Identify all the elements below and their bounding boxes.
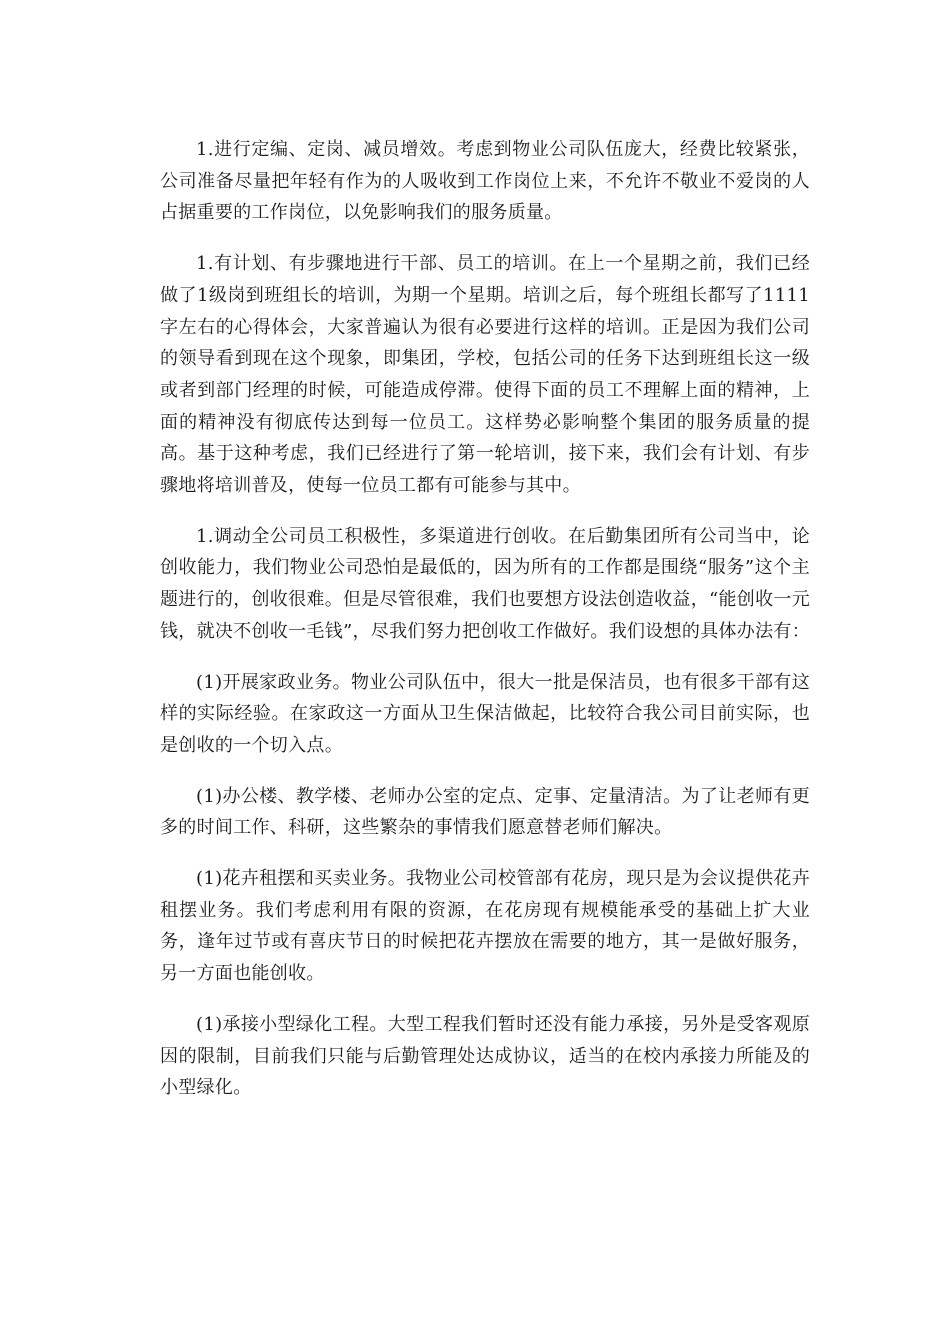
paragraph-greening-projects: (1)承接小型绿化工程。大型工程我们暂时还没有能力承接，另外是受客观原因的限制，目前我们只能与后勤管理处达成协议，适当的在校内承接力所能及的小型绿化。: [160, 1013, 810, 1099]
paragraph-office-cleaning: (1)办公楼、教学楼、老师办公室的定点、定事、定量清洁。为了让老师有更多的时间工作、科研，这些繁杂的事情我们愿意替老师们解决。: [160, 785, 810, 839]
paragraph-housekeeping: (1)开展家政业务。物业公司队伍中，很大一批是保洁员，也有很多干部有这样的实际经验。在家政这一方面从卫生保洁做起，比较符合我公司目前实际，也是创收的一个切入点。: [160, 671, 810, 756]
document-body: [160, 134, 810, 1123]
paragraph-staffing: 1.进行定编、定岗、减员增效。考虑到物业公司队伍庞大，经费比较紧张，公司准备尽量把年轻有作为的人吸收到工作岗位上来，不允许不敬业不爱岗的人占据重要的工作岗位，以免影响我们的服务质量。: [160, 139, 810, 224]
paragraph-revenue: 1.调动全公司员工积极性，多渠道进行创收。在后勤集团所有公司当中，论创收能力，我们物业公司恐怕是最低的，因为所有的工作都是围绕“服务”这个主题进行的，创收很难。但是尽管很难，我们也要想方设法创造收益，“能创收一元钱，就决不创收一毛钱”，尽我们努力把创收工作做好。我们设想的具体办法有：: [160, 525, 810, 642]
paragraph-training: 1.有计划、有步骤地进行干部、员工的培训。在上一个星期之前，我们已经做了1级岗到班组长的培训，为期一个星期。培训之后，每个班组长都写了1111字左右的心得体会，大家普遍认为很有必要进行这样的培训。正是因为我们公司的领导看到现在这个现象，即集团，学校，包括公司的任务下达到班组长这一级或者到部门经理的时候，可能造成停滞。使得下面的员工不理解上面的精神，上面的精神没有彻底传达到每一位员工。这样势必影响整个集团的服务质量的提高。基于这种考虑，我们已经进行了第一轮培训，接下来，我们会有计划、有步骤地将培训普及，使每一位员工都有可能参与其中。: [160, 253, 810, 497]
paragraph-flower-rental: (1)花卉租摆和买卖业务。我物业公司校管部有花房，现只是为会议提供花卉租摆业务。我们考虑利用有限的资源，在花房现有规模能承受的基础上扩大业务，逢年过节或有喜庆节日的时候把花卉摆放在需要的地方，其一是做好服务，另一方面也能创收。: [160, 868, 810, 985]
